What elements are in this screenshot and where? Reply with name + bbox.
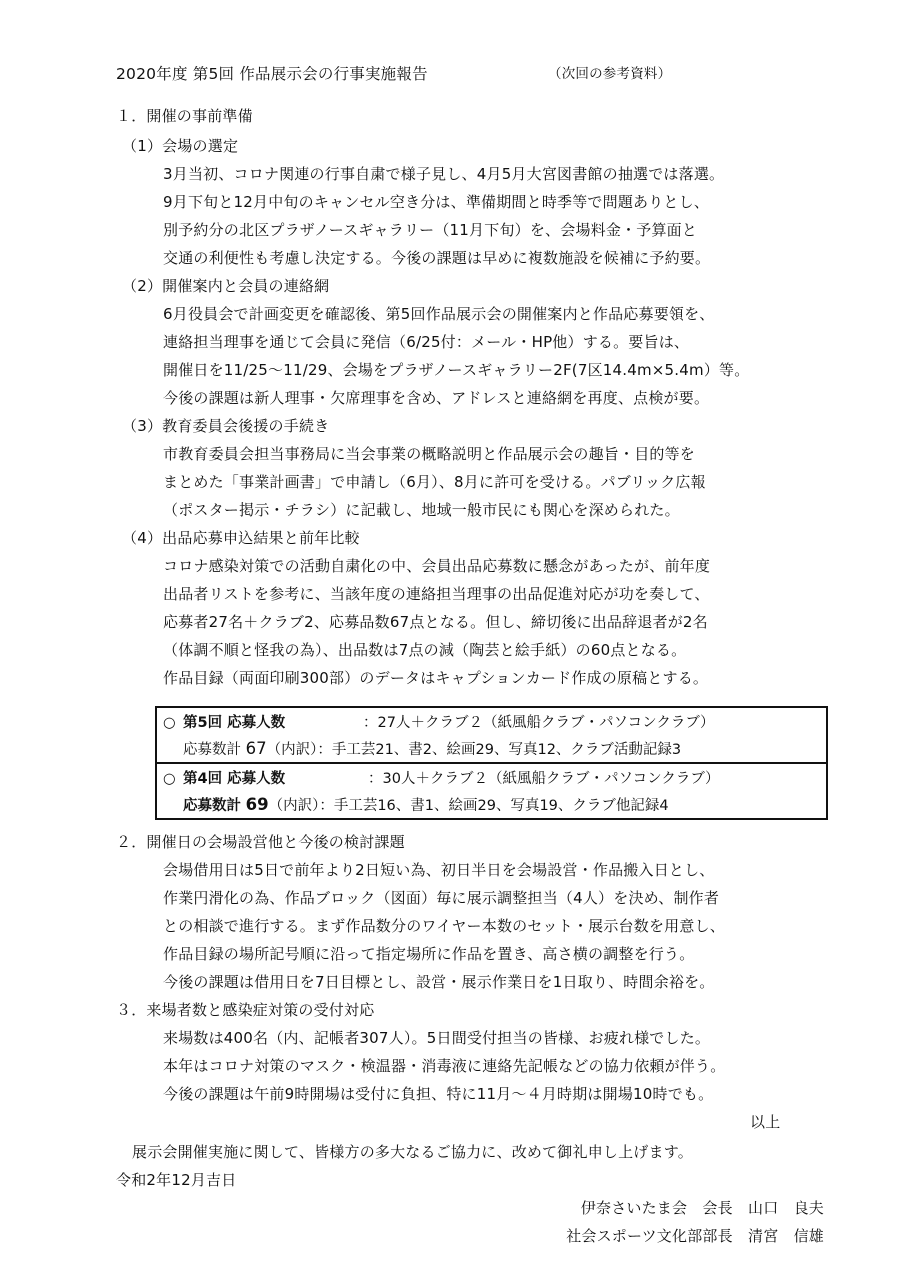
paragraph-line: 出品者リストを参考に、当該年度の連絡担当理事の出品促進対応が功を奏して、 bbox=[163, 585, 710, 603]
row-label: 応募数計 bbox=[183, 742, 241, 758]
signature-department-head: 社会スポーツ文化部部長 清宮 信雄 bbox=[566, 1227, 824, 1245]
table-cell bbox=[156, 791, 827, 819]
signature-chairman: 伊奈さいたま会 会長 山口 良夫 bbox=[580, 1199, 824, 1217]
subsection-1-1-heading: （1）会場の選定 bbox=[122, 137, 239, 155]
paragraph-line: 今後の課題は新人理事・欠席理事を含め、アドレスと連絡網を再度、点検が要。 bbox=[163, 389, 710, 407]
paragraph-line: 9月下旬と12月中旬のキャンセル空き分は、準備期間と時季等で問題ありとし、 bbox=[163, 193, 710, 211]
row-value: ：27人＋クラブ２（紙風船クラブ・パソコンクラブ） bbox=[363, 715, 715, 731]
paragraph-line: 今後の課題は午前9時開場は受付に負担、特に11月～４月時期は開場10時でも。 bbox=[163, 1085, 714, 1103]
paragraph-line: 今後の課題は借用日を7日目標とし、設営・展示作業日を1日取り、時間余裕を。 bbox=[163, 973, 715, 991]
breakdown-note: （内訳） bbox=[266, 742, 318, 758]
paragraph-line: （体調不順と怪我の為）、出品数は7点の減（陶芸と絵手紙）の60点となる。 bbox=[163, 641, 687, 659]
table-row bbox=[156, 791, 827, 819]
paragraph-line: 別予約分の北区プラザノースギャラリー（11月下旬）を、会場料金・予算面と bbox=[163, 221, 698, 239]
paragraph-line: 作品目録の場所記号順に沿って指定場所に作品を置き、高さ横の調整を行う。 bbox=[163, 945, 695, 963]
entry-summary-table bbox=[155, 706, 828, 820]
report-title: 2020年度 第5回 作品展示会の行事実施報告 bbox=[116, 65, 428, 83]
paragraph-line: 会場借用日は5日で前年より2日短い為、初日半日を会場設営・作品搬入日とし、 bbox=[163, 861, 715, 879]
entry-count: 67 bbox=[245, 739, 267, 758]
report-date: 令和2年12月吉日 bbox=[116, 1171, 237, 1189]
paragraph-line: （ポスター掲示・チラシ）に記載し、地域一般市民にも関心を深められた。 bbox=[163, 501, 680, 519]
paragraph-line: 6月役員会で計画変更を確認後、第5回作品展示会の開催案内と作品応募要領を、 bbox=[163, 305, 715, 323]
row-value: ：30人＋クラブ２（紙風船クラブ・パソコンクラブ） bbox=[368, 771, 720, 787]
paragraph-line: 開催日を11/25～11/29、会場をプラザノースギャラリー2F(7区14.4m×5.4m）等。 bbox=[163, 361, 750, 379]
paragraph-line: コロナ感染対策での活動自粛化の中、会員出品応募数に懸念があったが、前年度 bbox=[163, 557, 711, 575]
paragraph-line: まとめた「事業計画書」で申請し（6月）、8月に許可を受ける。パブリック広報 bbox=[163, 473, 706, 491]
table-row bbox=[156, 735, 827, 763]
subsection-1-3-heading: （3）教育委員会後援の手続き bbox=[122, 417, 330, 435]
paragraph-line: 本年はコロナ対策のマスク・検温器・消毒液に連絡先記帳などの協力依頼が伴う。 bbox=[163, 1057, 726, 1075]
reference-note: （次回の参考資料） bbox=[548, 66, 672, 82]
paragraph-line: 作業円滑化の為、作品ブロック（図面）毎に展示調整担当（4人）を決め、制作者 bbox=[163, 889, 720, 907]
circle-mark: ○ bbox=[163, 715, 176, 731]
row-value: ：手工芸16、書1、絵画29、写真19、クラブ他記録4 bbox=[319, 798, 669, 814]
section-3-heading: ３．来場者数と感染症対策の受付対応 bbox=[116, 1001, 375, 1019]
entry-count: 69 bbox=[245, 795, 269, 814]
subsection-1-4-heading: （4）出品応募申込結果と前年比較 bbox=[122, 529, 360, 547]
table-cell bbox=[156, 735, 827, 763]
closing-ijo: 以上 bbox=[750, 1113, 781, 1131]
table-cell bbox=[156, 707, 827, 735]
subsection-1-2-heading: （2）開催案内と会員の連絡網 bbox=[122, 277, 330, 295]
row-label: 第4回 応募人数 bbox=[183, 771, 286, 787]
table-cell bbox=[156, 763, 827, 791]
row-label: 第5回 応募人数 bbox=[183, 715, 286, 731]
table-row bbox=[156, 707, 827, 735]
paragraph-line: 連絡担当理事を通じて会員に発信（6/25付：メール・HP他）する。要旨は、 bbox=[163, 333, 690, 351]
section-1-heading: １．開催の事前準備 bbox=[116, 107, 253, 125]
table-row bbox=[156, 763, 827, 791]
thanks-message: 展示会開催実施に関して、皆様方の多大なるご協力に、改めて御礼申し上げます。 bbox=[132, 1143, 693, 1161]
paragraph-line: 作品目録（両面印刷300部）のデータはキャプションカード作成の原稿とする。 bbox=[163, 669, 709, 687]
breakdown-note: （内訳） bbox=[268, 798, 320, 814]
paragraph-line: 交通の利便性も考慮し決定する。今後の課題は早めに複数施設を候補に予約要。 bbox=[163, 249, 711, 267]
paragraph-line: 3月当初、コロナ関連の行事自粛で様子見し、4月5月大宮図書館の抽選では落選。 bbox=[163, 165, 725, 183]
circle-mark: ○ bbox=[163, 771, 176, 787]
row-label: 応募数計 bbox=[183, 798, 241, 814]
paragraph-line: 来場数は400名（内、記帳者307人）。5日間受付担当の皆様、お疲れ様でした。 bbox=[163, 1029, 711, 1047]
paragraph-line: 応募者27名＋クラブ2、応募品数67点となる。但し、締切後に出品辞退者が2名 bbox=[163, 613, 708, 631]
paragraph-line: 市教育委員会担当事務局に当会事業の概略説明と作品展示会の趣旨・目的等を bbox=[163, 445, 696, 463]
paragraph-line: との相談で進行する。まず作品数分のワイヤー本数のセット・展示台数を用意し、 bbox=[163, 917, 725, 935]
section-2-heading: ２．開催日の会場設営他と今後の検討課題 bbox=[116, 833, 405, 851]
row-value: ：手工芸21、書2、絵画29、写真12、クラブ活動記録3 bbox=[317, 742, 682, 758]
